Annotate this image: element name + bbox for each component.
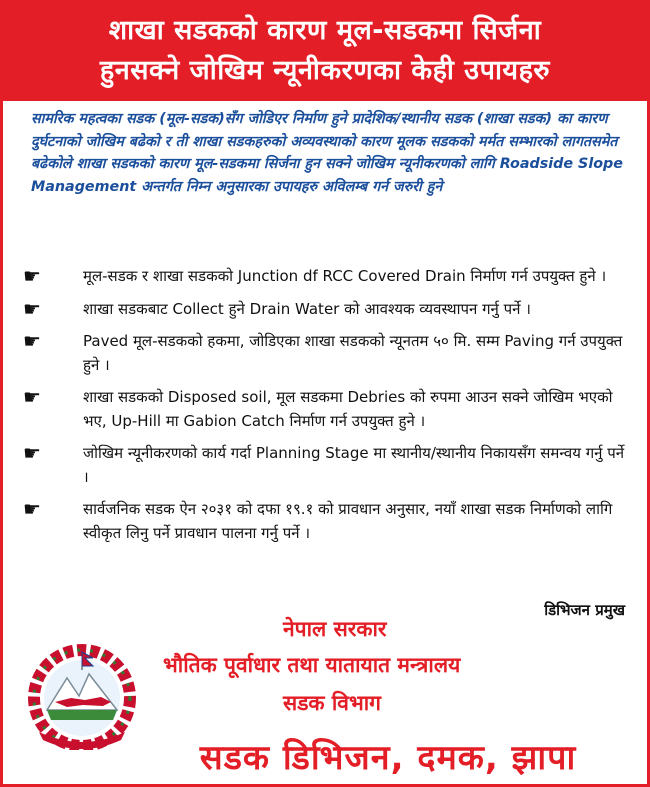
list-item — [23, 386, 633, 433]
government-name: नेपाल सरकार — [283, 617, 387, 641]
measure-text: शाखा सडकको Disposed soil, मूल सडकमा Debries को रुपमा आउन सक्ने जोखिम भएको भए, Up-Hill मा Gabion Catch निर्माण गर्न उपयुक्त हुने । — [83, 388, 613, 430]
pointing-hand-icon: ☛ — [23, 441, 41, 465]
ministry-name: भौतिक पूर्वाधार तथा यातायात मन्त्रालय — [163, 653, 461, 677]
pointing-hand-icon: ☛ — [23, 264, 41, 288]
header-title-line-1: शाखा सडकको कारण मूल-सडकमा सिर्जना — [108, 15, 542, 46]
list-item — [23, 298, 633, 322]
list-item — [23, 442, 633, 489]
pointing-hand-icon: ☛ — [23, 497, 41, 521]
measure-text: Paved मूल-सडकको हकमा, जोडिएका शाखा सडकको न्यूनतम ५० मि. सम्म Paving गर्न उपयुक्त हुने । — [83, 332, 623, 374]
list-item — [23, 265, 633, 289]
nepal-emblem-icon — [23, 640, 141, 750]
signatory-title: डिभिजन प्रमुख — [544, 601, 625, 619]
measures-list — [23, 265, 633, 554]
pointing-hand-icon: ☛ — [23, 296, 41, 321]
pointing-hand-icon: ☛ — [23, 329, 41, 353]
pointing-hand-icon: ☛ — [23, 385, 41, 409]
measure-text: सार्वजनिक सडक ऐन २०३१ को दफा १९.१ को प्रावधान अनुसार, नयाँ शाखा सडक निर्माणको लागि स्वीकृत लिनु पर्ने प्रावधान पालना गर्नु पर्ने । — [83, 500, 613, 542]
list-item — [23, 498, 633, 545]
intro-paragraph: सामरिक महत्वका सडक (मूल-सडक)सँग जोडिएर निर्माण हुने प्रादेशिक/स्थानीय सडक (शाखा सडक) का कारण दुर्घटनाको जोखिम बढेको र ती शाखा सडकहरुको अव्यवस्थाको कारण मूलक सडकको मर्मत सम्भारको लागतसमेत बढेकोले शाखा सडकको कारण मूल-सडकमा सिर्जना हुन सक्ने जोखिम न्यूनीकरणको लागि Roadside Slope Management अन्तर्गत निम्न अनुसारका उपायहरु अविलम्ब गर्न जरुरी हुने — [31, 111, 623, 195]
header-title-line-2: हुनसक्ने जोखिम न्यूनीकरणका केही उपायहरु — [99, 55, 551, 86]
division-office-name: सडक डिभिजन, दमक, झापा — [199, 738, 577, 778]
measure-text: जोखिम न्यूनीकरणको कार्य गर्दा Planning Stage मा स्थानीय/स्थानीय निकायसँग समन्वय गर्नु पर्ने । — [83, 444, 625, 486]
notice-header — [3, 3, 647, 101]
list-item — [23, 330, 633, 377]
department-name: सडक विभाग — [283, 691, 382, 715]
measure-text: मूल-सडक र शाखा सडकको Junction df RCC Covered Drain निर्माण गर्न उपयुक्त हुने । — [83, 267, 607, 285]
measure-text: शाखा सडकबाट Collect हुने Drain Water को आवश्यक व्यवस्थापन गर्नु पर्ने । — [83, 299, 531, 318]
